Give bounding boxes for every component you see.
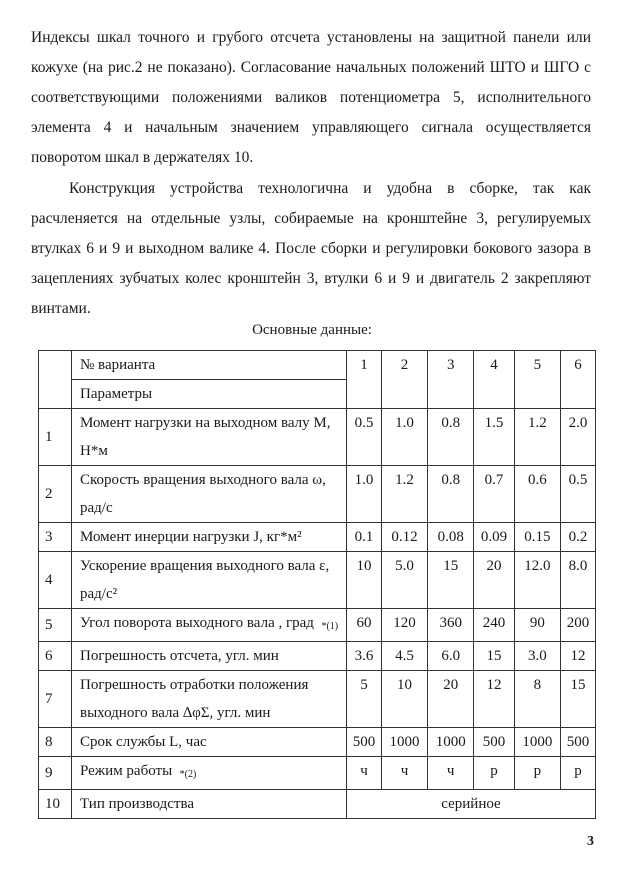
value-cell: 1.2 bbox=[514, 409, 560, 466]
value-cell: 1000 bbox=[514, 728, 560, 757]
value-cell: 500 bbox=[347, 728, 382, 757]
table-caption: Основные данные: bbox=[252, 322, 372, 338]
value-cell: 0.8 bbox=[428, 409, 474, 466]
value-cell: 10 bbox=[381, 671, 427, 728]
table-row bbox=[39, 409, 596, 466]
value-cell: 0.6 bbox=[514, 466, 560, 523]
row-parameter bbox=[72, 609, 347, 642]
value-cell: 1.2 bbox=[381, 466, 427, 523]
value-cell: 15 bbox=[474, 642, 515, 671]
value-cell: 90 bbox=[514, 609, 560, 642]
value-cell: 20 bbox=[474, 552, 515, 609]
header-row-variant bbox=[39, 351, 596, 380]
row-number: 2 bbox=[39, 466, 72, 523]
row-number: 10 bbox=[39, 790, 72, 819]
row-parameter bbox=[72, 671, 347, 728]
table-row bbox=[39, 757, 596, 790]
footnote-mark: *(1) bbox=[321, 621, 339, 632]
value-cell: 0.5 bbox=[347, 409, 382, 466]
value-cell: 2.0 bbox=[560, 409, 595, 466]
value-cell: 8 bbox=[514, 671, 560, 728]
value-cell: ч bbox=[347, 757, 382, 790]
value-cell: 0.15 bbox=[514, 523, 560, 552]
value-cell: 0.8 bbox=[428, 466, 474, 523]
value-cell: 1.0 bbox=[347, 466, 382, 523]
value-cell: 60 bbox=[347, 609, 382, 642]
value-cell: ч bbox=[381, 757, 427, 790]
value-cell: 0.12 bbox=[381, 523, 427, 552]
value-cell: 0.09 bbox=[474, 523, 515, 552]
value-cell: 5 bbox=[347, 671, 382, 728]
value-cell: р bbox=[560, 757, 595, 790]
variant-header: 1 bbox=[347, 351, 382, 409]
value-cell: 0.7 bbox=[474, 466, 515, 523]
parameter-text: Погрешность отсчета, угл. мин bbox=[80, 648, 279, 664]
page-number: 3 bbox=[587, 834, 594, 849]
row-parameter bbox=[72, 757, 347, 790]
row-number: 8 bbox=[39, 728, 72, 757]
parameter-text: Момент инерции нагрузки J, кг*м² bbox=[80, 529, 302, 545]
value-cell: 15 bbox=[560, 671, 595, 728]
value-cell: 500 bbox=[474, 728, 515, 757]
value-cell: 0.08 bbox=[428, 523, 474, 552]
variant-header: 4 bbox=[474, 351, 515, 409]
parameter-text: Угол поворота выходного вала , град bbox=[80, 615, 314, 631]
parameter-text: Режим работы bbox=[80, 763, 173, 779]
value-cell: 20 bbox=[428, 671, 474, 728]
value-cell: 120 bbox=[381, 609, 427, 642]
parameter-text: Ускорение вращения выходного вала ε, рад/с² bbox=[80, 558, 330, 602]
value-cell: 12 bbox=[560, 642, 595, 671]
table-row bbox=[39, 552, 596, 609]
value-cell: 3.6 bbox=[347, 642, 382, 671]
merged-value-cell: серийное bbox=[347, 790, 596, 819]
value-cell: 4.5 bbox=[381, 642, 427, 671]
value-cell: 15 bbox=[428, 552, 474, 609]
table-row bbox=[39, 466, 596, 523]
value-cell: р bbox=[474, 757, 515, 790]
row-number: 3 bbox=[39, 523, 72, 552]
value-cell: 10 bbox=[347, 552, 382, 609]
value-cell: 3.0 bbox=[514, 642, 560, 671]
value-cell: 360 bbox=[428, 609, 474, 642]
parameter-text: Срок службы L, час bbox=[80, 734, 207, 750]
value-cell: 8.0 bbox=[560, 552, 595, 609]
row-number: 4 bbox=[39, 552, 72, 609]
row-number: 7 bbox=[39, 671, 72, 728]
value-cell: 5.0 bbox=[381, 552, 427, 609]
parameter-text: Скорость вращения выходного вала ω, рад/с bbox=[80, 472, 326, 516]
row-parameter bbox=[72, 642, 347, 671]
table-row bbox=[39, 642, 596, 671]
footnote-mark: *(2) bbox=[179, 769, 197, 780]
table-row bbox=[39, 671, 596, 728]
params-label: Параметры bbox=[72, 380, 347, 409]
row-parameter bbox=[72, 790, 347, 819]
value-cell: 12 bbox=[474, 671, 515, 728]
value-cell: 0.5 bbox=[560, 466, 595, 523]
header-corner bbox=[39, 351, 72, 409]
value-cell: р bbox=[514, 757, 560, 790]
parameter-text: Тип производства bbox=[80, 796, 195, 812]
table-row bbox=[39, 523, 596, 552]
value-cell: 1000 bbox=[428, 728, 474, 757]
value-cell: 0.1 bbox=[347, 523, 382, 552]
parameter-text: Погрешность отработки положения выходного вала ∆φΣ, угл. мин bbox=[80, 677, 309, 721]
table-row bbox=[39, 790, 596, 819]
row-parameter bbox=[72, 466, 347, 523]
main-data-table bbox=[38, 350, 596, 819]
parameter-text: Момент нагрузки на выходном валу М, Н*м bbox=[80, 415, 331, 459]
value-cell: 6.0 bbox=[428, 642, 474, 671]
value-cell: 240 bbox=[474, 609, 515, 642]
row-parameter bbox=[72, 728, 347, 757]
row-parameter bbox=[72, 552, 347, 609]
value-cell: 200 bbox=[560, 609, 595, 642]
paragraph-2: Конструкция устройства технологична и удобна в сборке, так как расчленяется на отдельные узлы, собираемые на кронштейне 3, регулируемых втулках 6 и 9 и выходном валике 4. После сборки и регулировки бокового зазора в зацеплениях зубчатых колес кронштейн 3, втулки 6 и 9 и двигатель 2 закрепляют винтами. bbox=[31, 180, 591, 317]
variant-header: 2 bbox=[381, 351, 427, 409]
paragraph-1: Индексы шкал точного и грубого отсчета установлены на защитной панели или кожухе (на рис.2 не показано). Согласование начальных положений ШТО и ШГО с соответствующими положениями валиков потенциометра 5, исполнительного элемента 4 и начальным значением управляющего сигнала осуществляется поворотом шкал в держателях 10. bbox=[31, 29, 591, 166]
value-cell: 0.2 bbox=[560, 523, 595, 552]
value-cell: 1000 bbox=[381, 728, 427, 757]
row-number: 9 bbox=[39, 757, 72, 790]
value-cell: 12.0 bbox=[514, 552, 560, 609]
variant-label: № варианта bbox=[72, 351, 347, 380]
table-row bbox=[39, 609, 596, 642]
row-parameter bbox=[72, 409, 347, 466]
variant-header: 6 bbox=[560, 351, 595, 409]
variant-header: 5 bbox=[514, 351, 560, 409]
value-cell: ч bbox=[428, 757, 474, 790]
value-cell: 500 bbox=[560, 728, 595, 757]
row-parameter bbox=[72, 523, 347, 552]
value-cell: 1.0 bbox=[381, 409, 427, 466]
row-number: 5 bbox=[39, 609, 72, 642]
table-row bbox=[39, 728, 596, 757]
variant-header: 3 bbox=[428, 351, 474, 409]
row-number: 6 bbox=[39, 642, 72, 671]
value-cell: 1.5 bbox=[474, 409, 515, 466]
row-number: 1 bbox=[39, 409, 72, 466]
